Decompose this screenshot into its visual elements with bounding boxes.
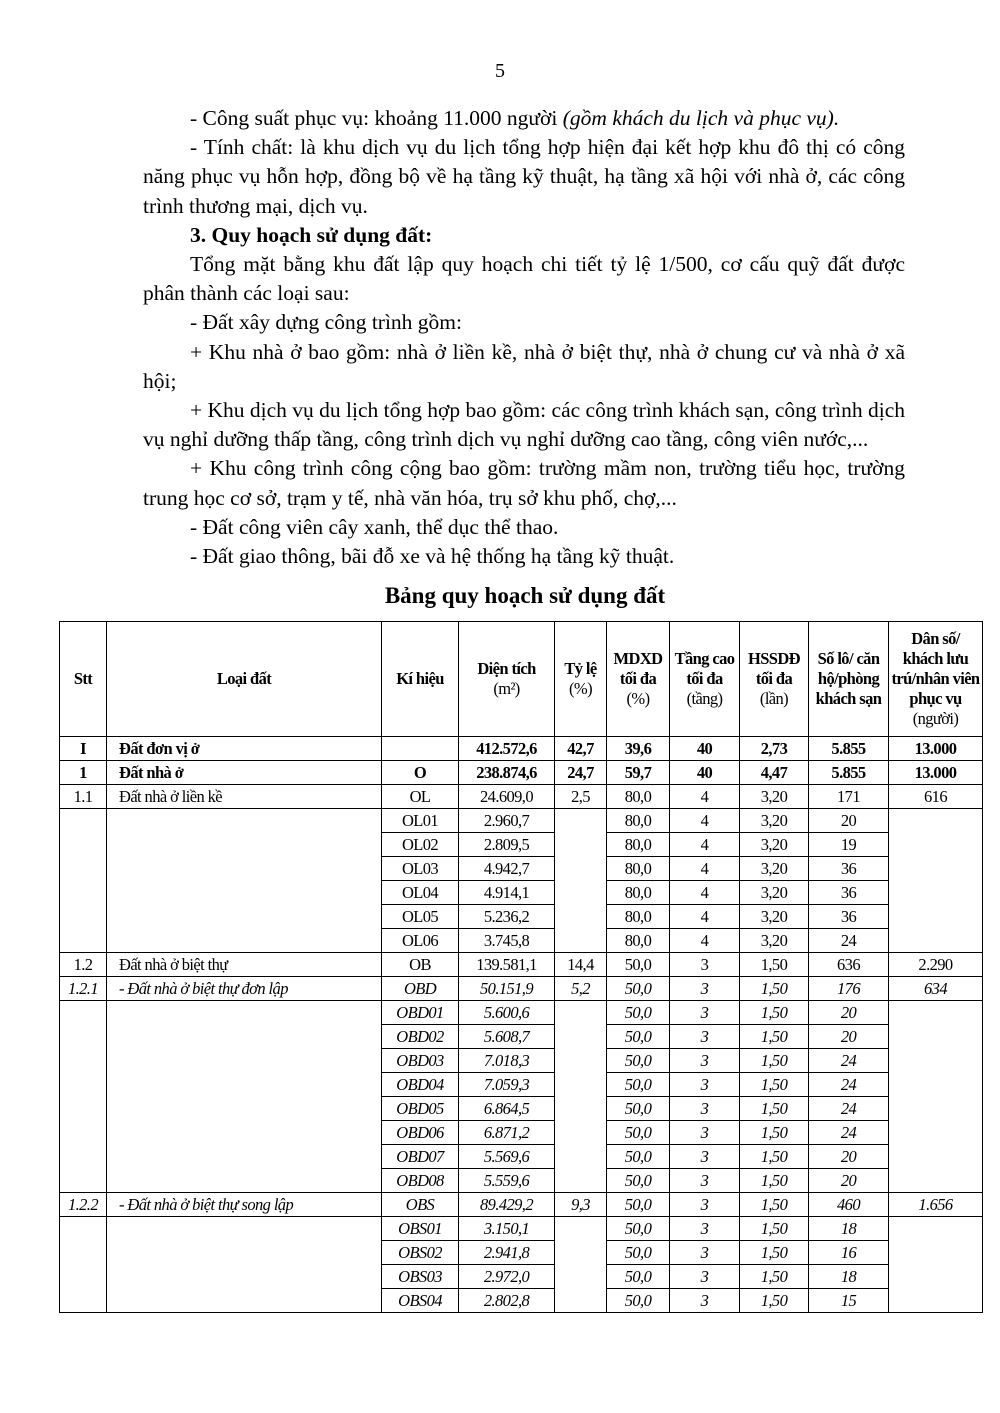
cell-far: 1,50 [740,953,809,977]
cell-population: 13.000 [889,737,983,761]
cell-density: 50,0 [607,1049,670,1073]
cell-density: 80,0 [607,881,670,905]
cell-code: OBD08 [382,1169,459,1193]
cell-units: 176 [809,977,889,1001]
cell-far: 2,73 [740,737,809,761]
cell-density: 39,6 [607,737,670,761]
cell-units: 16 [809,1241,889,1265]
cell-far: 1,50 [740,1289,809,1313]
cell-floors: 3 [670,1193,740,1217]
table-row [60,761,983,785]
cell-area: 4.942,7 [459,857,555,881]
header-floors: Tầng cao tối đa (tầng) [670,622,740,737]
cell-code: OBS04 [382,1289,459,1313]
cell-far: 3,20 [740,905,809,929]
cell-area: 139.581,1 [459,953,555,977]
cell-area: 24.609,0 [459,785,555,809]
cell-stt: 1.2.2 [60,1193,107,1217]
cell-land-type: Đất đơn vị ở [107,737,382,761]
cell-area: 5.236,2 [459,905,555,929]
cell-floors: 3 [670,1121,740,1145]
cell-density: 80,0 [607,809,670,833]
cell-floors: 3 [670,1217,740,1241]
cell-floors: 3 [670,1025,740,1049]
cell-floors: 3 [670,953,740,977]
cell-far: 1,50 [740,1145,809,1169]
cell-density: 80,0 [607,905,670,929]
cell-code: O [382,761,459,785]
header-units: Số lô/ căn hộ/phòng khách sạn [809,622,889,737]
cell-code: OBD04 [382,1073,459,1097]
cell-floors: 3 [670,1001,740,1025]
paragraph-overview: Tổng mặt bằng khu đất lập quy hoạch chi tiết tỷ lệ 1/500, cơ cấu quỹ đất được phân thành các loại sau: [143,252,905,306]
cell-units: 19 [809,833,889,857]
cell-population: 13.000 [889,761,983,785]
cell-density: 50,0 [607,1001,670,1025]
cell-density: 50,0 [607,1097,670,1121]
cell-density: 80,0 [607,785,670,809]
cell-units: 24 [809,1121,889,1145]
cell-area: 412.572,6 [459,737,555,761]
cell-population [889,1217,983,1313]
table-header-row [60,622,983,737]
cell-stt [60,1001,107,1193]
cell-units: 24 [809,1049,889,1073]
table-row [60,1001,983,1025]
cell-area: 6.864,5 [459,1097,555,1121]
cell-far: 3,20 [740,857,809,881]
cell-floors: 4 [670,905,740,929]
cell-area: 6.871,2 [459,1121,555,1145]
cell-code: OL [382,785,459,809]
cell-far: 3,20 [740,833,809,857]
cell-floors: 4 [670,857,740,881]
header-stt: Stt [60,622,107,737]
cell-stt [60,809,107,953]
cell-units: 5.855 [809,737,889,761]
cell-area: 2.941,8 [459,1241,555,1265]
table-row [60,1193,983,1217]
cell-density: 50,0 [607,1121,670,1145]
cell-density: 50,0 [607,977,670,1001]
header-population: Dân số/ khách lưu trú/nhân viên phục vụ (người) [889,622,983,737]
cell-far: 1,50 [740,1193,809,1217]
cell-code: OL01 [382,809,459,833]
header-density: MDXD tối đa (%) [607,622,670,737]
cell-code: OBD02 [382,1025,459,1049]
cell-units: 18 [809,1265,889,1289]
cell-code: OBS03 [382,1265,459,1289]
paragraph-public: + Khu công trình công cộng bao gồm: trường mầm non, trường tiểu học, trường trung học cơ sở, trạm y tế, nhà văn hóa, trụ sở khu phố, chợ,... [143,456,905,510]
table-row [60,785,983,809]
cell-stt: 1.1 [60,785,107,809]
table-body [60,737,983,1313]
page-number: 5 [495,60,505,82]
cell-floors: 40 [670,737,740,761]
cell-code: OL02 [382,833,459,857]
cell-floors: 4 [670,809,740,833]
cell-code: OBD [382,977,459,1001]
cell-floors: 4 [670,833,740,857]
cell-code: OL06 [382,929,459,953]
cell-density: 80,0 [607,929,670,953]
table-row [60,737,983,761]
cell-land-type: - Đất nhà ở biệt thự đơn lập [107,977,382,1001]
table-row [60,809,983,833]
cell-code: OL05 [382,905,459,929]
cell-floors: 4 [670,785,740,809]
cell-floors: 3 [670,1169,740,1193]
cell-stt: 1.2 [60,953,107,977]
table-title: Bảng quy hoạch sử dụng đất [384,583,666,608]
cell-ratio [555,1217,607,1313]
land-use-table [59,621,983,1313]
cell-population: 616 [889,785,983,809]
table-row [60,1217,983,1241]
cell-code: OL03 [382,857,459,881]
cell-floors: 3 [670,1265,740,1289]
cell-floors: 40 [670,761,740,785]
cell-density: 50,0 [607,1289,670,1313]
cell-area: 89.429,2 [459,1193,555,1217]
paragraph-greenery: - Đất công viên cây xanh, thể dục thể thao. [190,514,559,539]
cell-units: 171 [809,785,889,809]
cell-far: 1,50 [740,1073,809,1097]
paragraph-housing: + Khu nhà ở bao gồm: nhà ở liền kề, nhà ở biệt thự, nhà ở chung cư và nhà ở xã hội; [143,339,905,393]
cell-density: 80,0 [607,833,670,857]
cell-units: 24 [809,1073,889,1097]
cell-stt: 1.2.1 [60,977,107,1001]
cell-ratio: 5,2 [555,977,607,1001]
cell-land-type: Đất nhà ở liền kề [107,785,382,809]
cell-floors: 4 [670,881,740,905]
paragraph-construction-land: - Đất xây dựng công trình gồm: [190,310,462,335]
cell-area: 50.151,9 [459,977,555,1001]
table-row [60,953,983,977]
cell-area: 7.059,3 [459,1073,555,1097]
header-ratio: Tỷ lệ (%) [555,622,607,737]
cell-units: 15 [809,1289,889,1313]
header-code: Kí hiệu [382,622,459,737]
cell-area: 2.809,5 [459,833,555,857]
capacity-note: (gồm khách du lịch và phục vụ). [562,106,840,130]
cell-units: 5.855 [809,761,889,785]
table-row [60,977,983,1001]
cell-density: 50,0 [607,1193,670,1217]
cell-code: OBS [382,1193,459,1217]
cell-ratio [555,809,607,953]
cell-density: 50,0 [607,1169,670,1193]
cell-population: 634 [889,977,983,1001]
cell-far: 1,50 [740,1025,809,1049]
cell-far: 1,50 [740,1121,809,1145]
cell-density: 80,0 [607,857,670,881]
cell-stt: 1 [60,761,107,785]
cell-far: 1,50 [740,1241,809,1265]
cell-density: 50,0 [607,953,670,977]
cell-units: 36 [809,881,889,905]
cell-code: OBD05 [382,1097,459,1121]
paragraph-tourism: + Khu dịch vụ du lịch tổng hợp bao gồm: các công trình khách sạn, công trình dịch vụ nghỉ dưỡng thấp tầng, công trình dịch vụ nghỉ dưỡng cao tầng, công viên nước,... [143,398,905,452]
cell-units: 24 [809,1097,889,1121]
cell-population [889,1001,983,1193]
cell-far: 1,50 [740,1217,809,1241]
cell-area: 7.018,3 [459,1049,555,1073]
cell-ratio: 24,7 [555,761,607,785]
cell-code: OBD07 [382,1145,459,1169]
cell-units: 36 [809,857,889,881]
cell-code: OBD06 [382,1121,459,1145]
cell-floors: 3 [670,1289,740,1313]
cell-code: OBD03 [382,1049,459,1073]
cell-floors: 3 [670,1241,740,1265]
cell-density: 50,0 [607,1241,670,1265]
cell-units: 20 [809,1145,889,1169]
cell-units: 20 [809,1169,889,1193]
cell-area: 5.600,6 [459,1001,555,1025]
body-text [143,104,905,571]
cell-ratio [555,1001,607,1193]
paragraph-capacity [143,104,905,133]
cell-far: 3,20 [740,809,809,833]
cell-land-type: Đất nhà ở [107,761,382,785]
header-area: Diện tích (m²) [459,622,555,737]
cell-land-type [107,1001,382,1193]
cell-far: 3,20 [740,785,809,809]
cell-far: 1,50 [740,1265,809,1289]
capacity-text: - Công suất phục vụ: khoảng 11.000 người [190,106,563,130]
cell-area: 3.745,8 [459,929,555,953]
cell-area: 3.150,1 [459,1217,555,1241]
cell-far: 1,50 [740,1049,809,1073]
cell-floors: 3 [670,1097,740,1121]
cell-density: 50,0 [607,1073,670,1097]
cell-ratio: 42,7 [555,737,607,761]
cell-ratio: 2,5 [555,785,607,809]
cell-area: 2.802,8 [459,1289,555,1313]
cell-code: OBS02 [382,1241,459,1265]
section-heading: 3. Quy hoạch sử dụng đất: [190,222,433,247]
cell-ratio: 14,4 [555,953,607,977]
cell-area: 5.608,7 [459,1025,555,1049]
cell-units: 20 [809,1025,889,1049]
cell-code: OBD01 [382,1001,459,1025]
cell-floors: 3 [670,1049,740,1073]
cell-area: 5.559,6 [459,1169,555,1193]
cell-density: 50,0 [607,1145,670,1169]
cell-far: 3,20 [740,881,809,905]
header-land-type: Loại đất [107,622,382,737]
cell-code [382,737,459,761]
cell-code: OB [382,953,459,977]
cell-ratio: 9,3 [555,1193,607,1217]
cell-units: 636 [809,953,889,977]
cell-stt [60,1217,107,1313]
cell-stt: I [60,737,107,761]
cell-units: 36 [809,905,889,929]
cell-far: 1,50 [740,977,809,1001]
header-far: HSSDĐ tối đa (lần) [740,622,809,737]
cell-floors: 3 [670,1145,740,1169]
cell-code: OBS01 [382,1217,459,1241]
cell-area: 5.569,6 [459,1145,555,1169]
cell-units: 460 [809,1193,889,1217]
cell-density: 59,7 [607,761,670,785]
cell-far: 1,50 [740,1001,809,1025]
cell-units: 20 [809,809,889,833]
cell-area: 4.914,1 [459,881,555,905]
cell-floors: 3 [670,1073,740,1097]
cell-population: 2.290 [889,953,983,977]
cell-floors: 3 [670,977,740,1001]
cell-density: 50,0 [607,1265,670,1289]
cell-land-type: Đất nhà ở biệt thự [107,953,382,977]
cell-far: 1,50 [740,1097,809,1121]
cell-far: 4,47 [740,761,809,785]
paragraph-traffic: - Đất giao thông, bãi đỗ xe và hệ thống hạ tầng kỹ thuật. [190,544,675,569]
cell-land-type: - Đất nhà ở biệt thự song lập [107,1193,382,1217]
cell-area: 2.960,7 [459,809,555,833]
cell-units: 24 [809,929,889,953]
cell-density: 50,0 [607,1217,670,1241]
cell-population [889,809,983,953]
cell-land-type [107,1217,382,1313]
cell-units: 20 [809,1001,889,1025]
cell-area: 2.972,0 [459,1265,555,1289]
cell-land-type [107,809,382,953]
cell-floors: 4 [670,929,740,953]
cell-population: 1.656 [889,1193,983,1217]
cell-code: OL04 [382,881,459,905]
cell-far: 3,20 [740,929,809,953]
paragraph-nature: - Tính chất: là khu dịch vụ du lịch tổng hợp hiện đại kết hợp khu đô thị có công năng phục vụ hỗn hợp, đồng bộ về hạ tầng kỹ thuật, hạ tầng xã hội với nhà ở, các công trình thương mại, dịch vụ. [143,135,905,218]
cell-area: 238.874,6 [459,761,555,785]
cell-density: 50,0 [607,1025,670,1049]
cell-units: 18 [809,1217,889,1241]
cell-far: 1,50 [740,1169,809,1193]
